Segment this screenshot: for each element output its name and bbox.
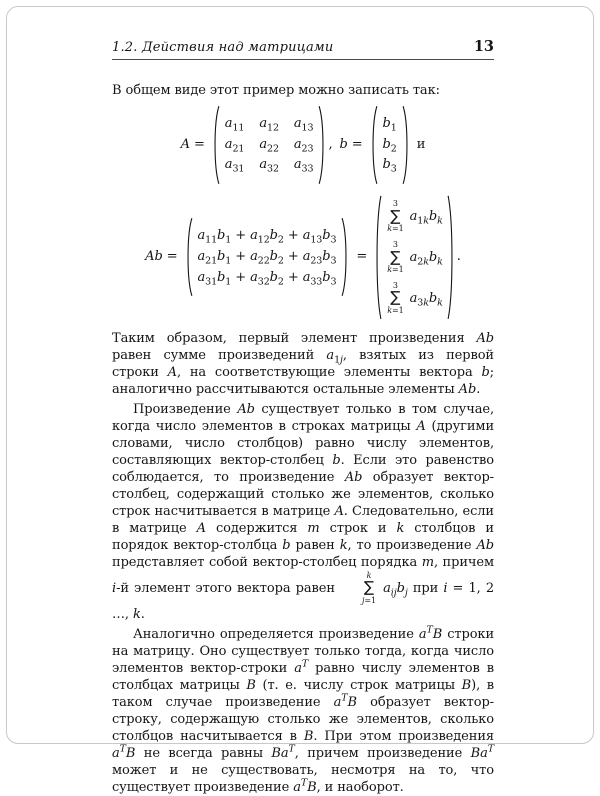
page-body: [112, 82, 494, 796]
formula-lhs-Ab: Ab =: [145, 248, 178, 264]
matrix-cell: $a_{31}$: [224, 157, 245, 176]
right-paren-icon: [341, 217, 349, 297]
header-rule: [112, 59, 494, 60]
left-paren-icon: [374, 194, 382, 321]
period: .: [456, 248, 461, 264]
sum-row: 3 ∑ k=1 $a_{1k}b_k$: [387, 199, 443, 234]
conjunction: и: [416, 136, 426, 152]
matrix-cell: $a_{33}$: [293, 157, 314, 176]
product-sum-grid: [382, 194, 447, 321]
product-row: $a_{11}b_1 + a_{12}b_2 + a_{13}b_3$: [197, 228, 337, 246]
matrix-cell: $a_{12}$: [259, 115, 279, 134]
product-expanded-grid: [193, 217, 342, 297]
paragraph-2: Произведение Ab существует только в том случае, когда число элементов в строках матрицы A (другими словами, число столбцов) равно числу элементов, составляющих вектор-столбец b. Если это равенство соблюдается, то произведение Ab образует вектор-столбец, содержащий столько же элементов, сколько строк насчитывается в матрице A. Следовательно, если в матрице A содержится m строк и k столбцов и порядок вектор-столбца b равен k, то произведение Ab представляет собой вектор-столбец порядка m, причем i-й элемент этого вектора равен k ∑ j=1 $a_{ij}b_j$ при i = 1, 2 …, k.: [112, 401, 495, 622]
matrix-cell: $a_{13}$: [293, 115, 314, 134]
matrix-cell: $a_{23}$: [293, 136, 314, 155]
running-header: [112, 0, 494, 55]
formula-definitions: [112, 105, 494, 185]
section-title: 1.2. Действия над матрицами: [112, 40, 334, 55]
product-expanded-vector: [185, 217, 350, 297]
comma-separator: ,: [328, 136, 333, 152]
product-row: $a_{21}b_1 + a_{22}b_2 + a_{23}b_3$: [197, 248, 337, 267]
matrix-cell: $a_{11}$: [224, 115, 245, 134]
left-paren-icon: [212, 105, 220, 185]
matrix-A: [212, 105, 327, 185]
matrix-A-grid: [220, 105, 319, 185]
matrix-cell: $a_{22}$: [259, 136, 279, 155]
vector-cell: $b_1$: [382, 115, 397, 134]
right-paren-icon: [447, 194, 455, 321]
paragraph-3: Аналогично определяется произведение $a^TB$ строки на матрицу. Оно существует только тогда, когда число элементов вектор-строки $a^T$ равно числу элементов в столбцах матрицы B (т. е. числу строк матрицы B), в таком случае произведение $a^TB$ образует вектор-строку, содержащую столько же элементов, сколько столбцов насчитывается в B. При этом произведения $a^TB$ не всегда равны $Ba^T$, причем произведение $Ba^T$ может и не существовать, несмотря на то, что существует произведение $a^TB$, и наоборот.: [112, 624, 495, 795]
matrix-cell: $a_{32}$: [259, 157, 279, 176]
vector-cell: $b_2$: [382, 136, 397, 155]
right-paren-icon: [402, 105, 410, 185]
left-paren-icon: [185, 217, 193, 297]
page-number: 13: [473, 38, 494, 55]
product-row: $a_{31}b_1 + a_{32}b_2 + a_{33}b_3$: [197, 269, 337, 288]
left-paren-icon: [370, 105, 378, 185]
vector-cell: $b_3$: [382, 157, 397, 176]
formula-lhs-A: A =: [180, 136, 205, 152]
right-paren-icon: [318, 105, 326, 185]
paragraph-1: Таким образом, первый элемент произведения Ab равен сумме произведений $a_{1j}$, взятых из первой строки A, на соответствующие элементы вектора b; аналогично рассчитываются остальные элементы Ab.: [112, 330, 494, 397]
formula-product: [112, 194, 494, 321]
book-page: [112, 0, 494, 796]
matrix-cell: $a_{21}$: [224, 136, 245, 155]
equals-sign: =: [356, 248, 368, 264]
formula-lhs-b: b =: [339, 136, 363, 152]
intro-paragraph: В общем виде этот пример можно записать так:: [112, 83, 440, 98]
product-sum-vector: [374, 194, 455, 321]
vector-b-grid: [378, 105, 402, 185]
sum-row: 3 ∑ k=1 $a_{3k}b_k$: [387, 280, 443, 316]
vector-b: [370, 105, 410, 185]
sum-row: 3 ∑ k=1 $a_{2k}b_k$: [387, 239, 443, 275]
